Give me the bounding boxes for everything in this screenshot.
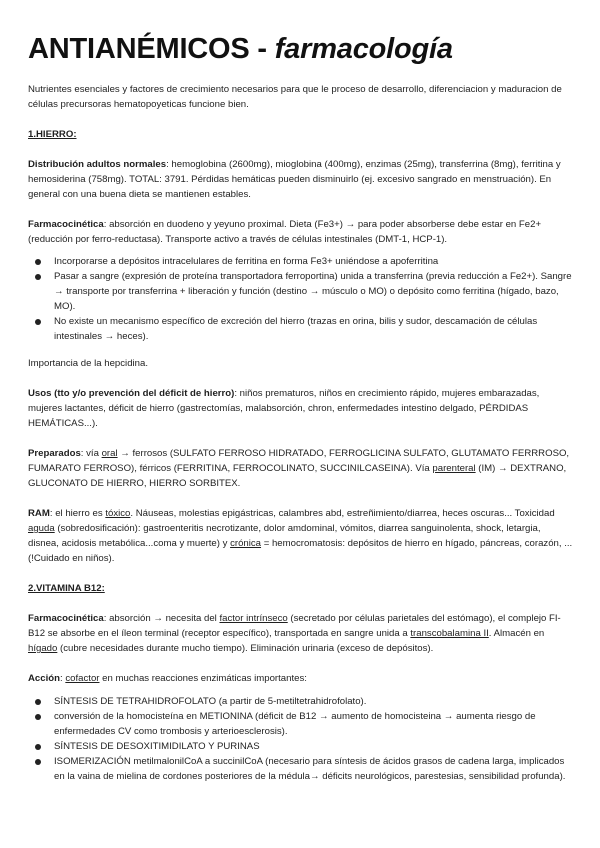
list-item: Pasar a sangre (expresión de proteína transportadora ferroportina) unida a transferrina (previa reducción a Fe2+). Sangre → transporte por transferrina + liberación y función (destino → músculo o MO) o depósito como ferritina (hígado, bazo, MO). (54, 269, 574, 314)
document-body (28, 82, 574, 784)
farmacocinetica-label: Farmacocinética (28, 613, 104, 624)
usos-paragraph: Usos (tto y/o prevención del déficit de hierro): niños prematuros, niños en crecimiento rápido, mujeres embarazadas, mujeres lactantes, déficit de hierro (gastrectomías, malabsorción, chron, enfermedades intestino delgado, PÉRDIDAS HEMÁTICAS...). (28, 388, 540, 429)
section-heading-hierro: 1.HIERRO: (28, 129, 77, 140)
intro-paragraph: Nutrientes esenciales y factores de crecimiento necesarios para que le proceso de desarrollo, diferenciacion y maduracion de células precursoras hematopoyeticas funcione bien. (28, 84, 562, 110)
title-main: ANTIANÉMICOS - (28, 33, 275, 65)
hierro-bullet-list (28, 254, 574, 344)
farmacocinetica-hierro-paragraph: Farmacocinética: absorción en duodeno y yeyuno proximal. Dieta (Fe3+) → para poder absorberse debe estar en Fe2+ (reducción por ferro-reductasa). Transporte activo a través de células intestinales (DMT-1, HCP-1). (28, 219, 542, 245)
list-item: ISOMERIZACIÓN metilmalonilCoA a succinilCoA (necesario para síntesis de ácidos grasos de cadena larga, implicados en la vaina de mielina de cordones posteriores de la médula→ déficits neurológicos, parestesias, sensibilidad profunda). (54, 754, 574, 784)
title-subtitle: farmacología (274, 33, 453, 65)
list-item: SÍNTESIS DE TETRAHIDROFOLATO (a partir de 5-metiltetrahidrofolato). (54, 694, 574, 709)
accion-label: Acción (28, 673, 60, 684)
list-item: conversión de la homocisteína en METIONINA (déficit de B12 → aumento de homocisteina → aumenta riesgo de enfermedades CV como trombosis y arterioesclerosis). (54, 709, 574, 739)
list-item: No existe un mecanismo específico de excreción del hierro (trazas en orina, bilis y sudor, descamación de células intestinales → heces). (54, 314, 574, 344)
page-title (28, 31, 453, 67)
b12-bullet-list (28, 694, 574, 784)
ram-label: RAM (28, 508, 50, 519)
farmacocinetica-b12-paragraph: Farmacocinética: absorción → necesita del factor intrínseco (secretado por células parietales del estómago), el complejo FI-B12 se absorbe en el íleon terminal (receptor específico), transportada en sangre unida a transcobalamina II. Almacén en hígado (cubre necesidades durante mucho tiempo). Eliminación urinaria (exceso de depósitos). (28, 613, 561, 654)
preparados-paragraph: Preparados: vía oral → ferrosos (SULFATO FERROSO HIDRATADO, FERROGLICINA SULFATO, GLUTAMATO FERRROSO, FUMARATO FERROSO), férricos (FERRITINA, FERROCOLINATO, SUCCINILCASEINA). Vía parenteral (IM) → DEXTRANO, GLUCONATO DE HIERRO, HIERRO SORBITEX. (28, 448, 570, 489)
accion-paragraph: Acción: cofactor en muchas reacciones enzimáticas importantes: (28, 673, 307, 684)
hepcidina-paragraph: Importancia de la hepcidina. (28, 358, 148, 369)
distribucion-paragraph: Distribución adultos normales: hemoglobina (2600mg), mioglobina (400mg), enzimas (25mg), transferrina (8mg), ferritina y hemosiderina (758mg). TOTAL: 3791. Pérdidas hemáticas pueden disminuirlo (ej. excesivo sangrado en menstruación). En general con una buena dieta se mantienen estables. (28, 159, 561, 200)
ram-paragraph: RAM: el hierro es tóxico. Náuseas, molestias epigástricas, calambres abd, estreñimiento/diarrea, heces oscuras... Toxicidad aguda (sobredosificación): gastroenteritis necrotizante, dolor amdominal, vómitos, diarrea sanguinolenta, shock, letargia, disnea, acidosis metabólica...coma y muerte) y crónica = hemocromatosis: depósitos de hierro en hígado, páncreas, corazón, ... (!Cuidado en niños). (28, 508, 573, 564)
list-item: SÍNTESIS DE DESOXITIMIDILATO Y PURINAS (54, 739, 574, 754)
section-heading-vitamina-b12: 2.VITAMINA B12: (28, 583, 105, 594)
farmacocinetica-label: Farmacocinética (28, 219, 104, 230)
preparados-label: Preparados (28, 448, 81, 459)
usos-label: Usos (tto y/o prevención del déficit de hierro) (28, 388, 235, 399)
list-item: Incorporarse a depósitos intracelulares de ferritina en forma Fe3+ uniéndose a apoferritina (54, 254, 574, 269)
distribucion-label: Distribución adultos normales (28, 159, 167, 170)
